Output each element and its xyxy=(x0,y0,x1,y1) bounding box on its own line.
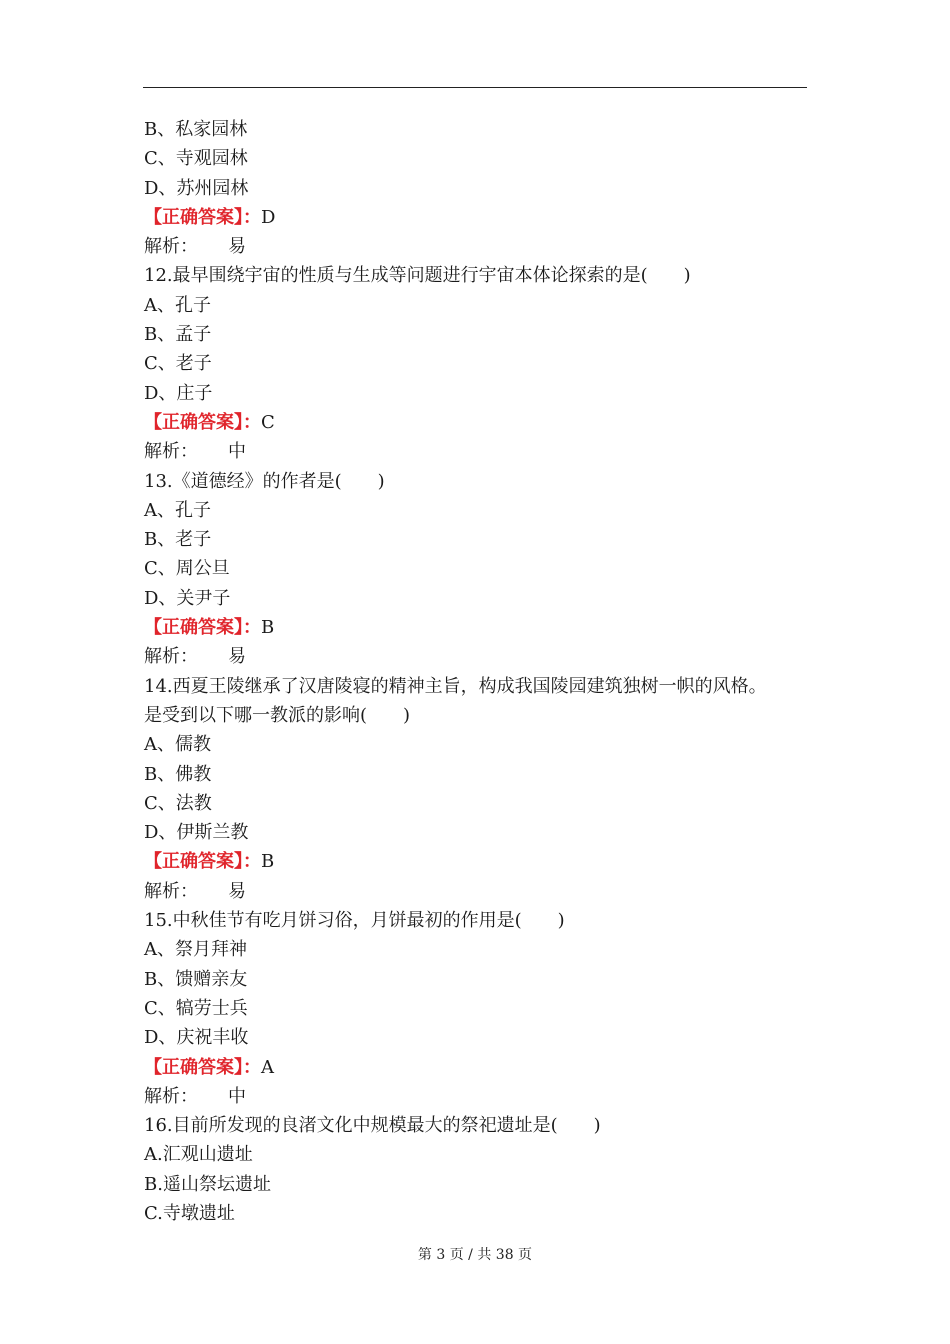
question-text: 15.中秋佳节有吃月饼习俗，月饼最初的作用是( ) xyxy=(144,910,565,932)
answer-line xyxy=(144,1053,814,1082)
option-text: C、犒劳士兵 xyxy=(144,997,248,1019)
option-text: C、老子 xyxy=(144,353,212,375)
analysis-label: 解析： xyxy=(144,441,198,463)
option-text: C、周公旦 xyxy=(144,558,230,580)
analysis-value: 中 xyxy=(228,441,246,463)
analysis-line xyxy=(144,1082,814,1111)
option-text: C、法教 xyxy=(144,792,212,814)
answer-value: D xyxy=(261,206,276,228)
answer-value: B xyxy=(261,617,275,639)
question-text: 12.最早围绕宇宙的性质与生成等问题进行宇宙本体论探索的是( ) xyxy=(144,265,691,287)
answer-line xyxy=(144,613,814,642)
option-text: D、庄子 xyxy=(144,382,213,404)
option-text: B.遥山祭坛遗址 xyxy=(144,1173,271,1195)
answer-value: A xyxy=(261,1056,274,1078)
answer-label: 【正确答案】： xyxy=(144,206,261,228)
analysis-line xyxy=(144,232,814,261)
option-text: A、孔子 xyxy=(144,499,211,521)
option-text: B、孟子 xyxy=(144,324,212,346)
answer-value: C xyxy=(261,411,275,433)
option-text: D、关尹子 xyxy=(144,587,231,609)
question-text: 13.《道德经》的作者是( ) xyxy=(144,470,385,492)
analysis-value: 易 xyxy=(228,236,246,258)
analysis-label: 解析： xyxy=(144,236,198,258)
analysis-label: 解析： xyxy=(144,646,198,668)
analysis-value: 易 xyxy=(228,646,246,668)
page-content xyxy=(144,115,814,1228)
option-text: D、伊斯兰教 xyxy=(144,822,249,844)
analysis-line xyxy=(144,642,814,671)
option-text: A.汇观山遗址 xyxy=(144,1144,253,1166)
option-text: A、儒教 xyxy=(144,734,211,756)
answer-label: 【正确答案】： xyxy=(144,411,261,433)
question-text: 16.目前所发现的良渚文化中规模最大的祭祀遗址是( ) xyxy=(144,1115,601,1137)
answer-line xyxy=(144,408,814,437)
question-text: 是受到以下哪一教派的影响( ) xyxy=(144,704,411,726)
answer-line xyxy=(144,847,814,876)
option-text: D、庆祝丰收 xyxy=(144,1027,249,1049)
analysis-value: 中 xyxy=(228,1085,246,1107)
option-text: B、馈赠亲友 xyxy=(144,968,248,990)
analysis-line xyxy=(144,877,814,906)
answer-label: 【正确答案】： xyxy=(144,1056,261,1078)
header-rule xyxy=(143,87,807,88)
option-text: C、寺观园林 xyxy=(144,148,248,170)
option-text: D、苏州园林 xyxy=(144,177,249,199)
answer-value: B xyxy=(261,851,275,873)
analysis-label: 解析： xyxy=(144,1085,198,1107)
answer-label: 【正确答案】： xyxy=(144,617,261,639)
answer-label: 【正确答案】： xyxy=(144,851,261,873)
option-text: B、私家园林 xyxy=(144,119,248,140)
option-text: A、祭月拜神 xyxy=(144,939,247,961)
answer-line xyxy=(144,203,814,232)
analysis-label: 解析： xyxy=(144,880,198,902)
page-footer: 第 3 页 / 共 38 页 xyxy=(417,1247,533,1263)
analysis-line xyxy=(144,437,814,466)
option-text: A、孔子 xyxy=(144,294,211,316)
option-text: B、佛教 xyxy=(144,763,212,785)
analysis-value: 易 xyxy=(228,880,246,902)
option-text: C.寺墩遗址 xyxy=(144,1202,235,1224)
option-text: B、老子 xyxy=(144,529,212,551)
question-text: 14.西夏王陵继承了汉唐陵寝的精神主旨，构成我国陵园建筑独树一帜的风格。 xyxy=(144,675,767,697)
